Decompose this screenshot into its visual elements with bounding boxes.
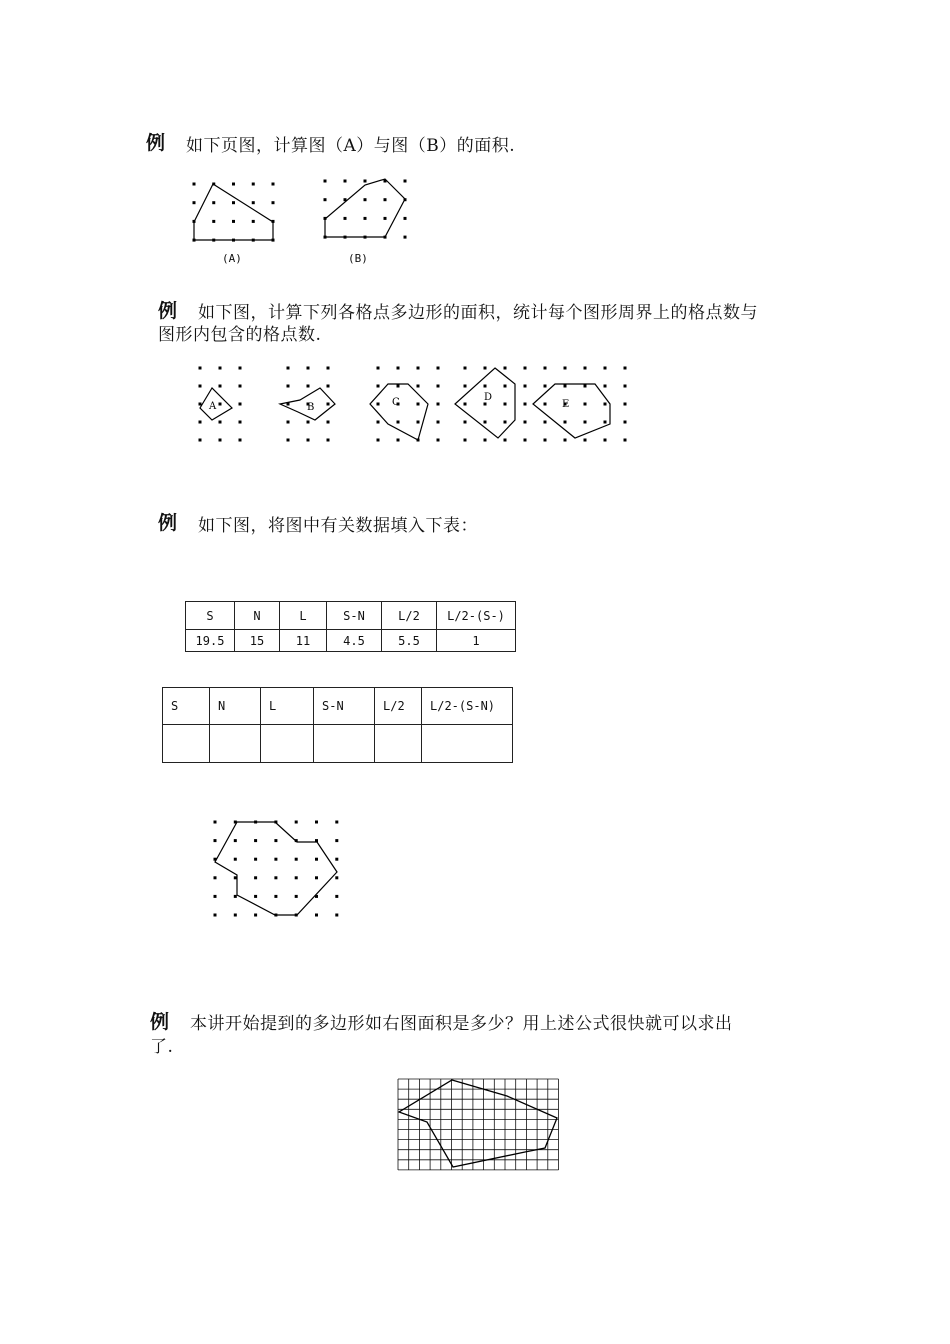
lattice-dot <box>315 821 318 824</box>
lattice-dot <box>484 385 487 388</box>
t2-cell[interactable] <box>314 725 375 763</box>
example-label-2: 例 <box>158 300 178 322</box>
lattice-dot <box>287 367 290 370</box>
data-table-2 <box>162 687 513 763</box>
example-label-1: 例 <box>146 132 166 154</box>
lattice-dot <box>464 385 467 388</box>
t2-cell[interactable] <box>210 725 261 763</box>
lattice-dot <box>544 403 547 406</box>
lattice-dot <box>484 439 487 442</box>
lattice-dot <box>384 217 387 220</box>
lattice-dot <box>324 198 327 201</box>
lattice-dot <box>464 421 467 424</box>
lattice-dot <box>274 895 277 898</box>
lattice-dot <box>327 385 330 388</box>
lattice-dot <box>417 367 420 370</box>
lattice-dot <box>287 421 290 424</box>
lattice-dot <box>254 914 257 917</box>
lattice-dot <box>219 367 222 370</box>
lattice-dot <box>437 385 440 388</box>
lattice-dot <box>214 839 217 842</box>
shape-label-d: D <box>484 392 493 403</box>
lattice-dot <box>252 201 255 204</box>
lattice-dot <box>364 180 367 183</box>
example-text-2a: 如下图，计算下列各格点多边形的面积，统计每个图形周界上的格点数与 <box>198 303 758 323</box>
lattice-dot <box>307 367 310 370</box>
shape-label-a: A <box>209 401 217 412</box>
lattice-dot <box>464 403 467 406</box>
lattice-dot <box>335 876 338 879</box>
figure-lattice-row <box>190 360 650 455</box>
example-text-4a: 本讲开始提到的多边形如右图面积是多少？用上述公式很快就可以求出 <box>190 1014 733 1034</box>
lattice-dot <box>484 367 487 370</box>
lattice-dot <box>199 421 202 424</box>
lattice-dot <box>199 403 202 406</box>
data-table-1 <box>185 601 516 652</box>
lattice-dot <box>604 403 607 406</box>
lattice-dot <box>254 839 257 842</box>
t1-header: S-N <box>327 602 382 630</box>
lattice-dot <box>344 180 347 183</box>
lattice-dot <box>604 439 607 442</box>
t2-cell[interactable] <box>163 725 210 763</box>
example-text-3: 如下图，将图中有关数据填入下表： <box>198 516 478 536</box>
lattice-dot <box>219 403 222 406</box>
lattice-dot <box>364 217 367 220</box>
lattice-dot <box>274 839 277 842</box>
lattice-dot <box>544 367 547 370</box>
t2-header: L/2 <box>375 688 422 725</box>
t1-cell: 1 <box>437 630 516 652</box>
lattice-dot <box>464 439 467 442</box>
lattice-dot <box>315 914 318 917</box>
t1-cell: 4.5 <box>327 630 382 652</box>
t1-cell: 15 <box>235 630 280 652</box>
lattice-dot <box>384 198 387 201</box>
lattice-dot <box>234 858 237 861</box>
lattice-dot <box>199 385 202 388</box>
lattice-dot <box>335 895 338 898</box>
lattice-dot <box>584 367 587 370</box>
lattice-dot <box>232 183 235 186</box>
lattice-dot <box>584 439 587 442</box>
t1-header: L/2-(S-) <box>437 602 516 630</box>
example-text-1: 如下页图，计算图（A）与图（B）的面积. <box>186 136 516 156</box>
lattice-dot <box>524 367 527 370</box>
lattice-dot <box>212 201 215 204</box>
example-label-4: 例 <box>150 1011 170 1033</box>
t2-header: S-N <box>314 688 375 725</box>
t1-cell: 5.5 <box>382 630 437 652</box>
example-text-4b: 了. <box>150 1037 174 1057</box>
lattice-dot <box>564 421 567 424</box>
t2-header: L/2-(S-N) <box>422 688 513 725</box>
caption-b: (B) <box>348 252 368 265</box>
lattice-dot <box>417 403 420 406</box>
lattice-dot <box>377 385 380 388</box>
lattice-dot <box>397 439 400 442</box>
lattice-dot <box>404 217 407 220</box>
lattice-dot <box>295 821 298 824</box>
lattice-dot <box>377 403 380 406</box>
figure-grid-polygon <box>397 1078 562 1173</box>
lattice-dot <box>437 403 440 406</box>
lattice-dot <box>239 385 242 388</box>
lattice-dot <box>417 421 420 424</box>
lattice-dot <box>327 403 330 406</box>
lattice-dot <box>315 858 318 861</box>
lattice-dot <box>437 421 440 424</box>
t1-cell: 11 <box>280 630 327 652</box>
lattice-dot <box>504 367 507 370</box>
t2-cell[interactable] <box>261 725 314 763</box>
lattice-dot <box>315 876 318 879</box>
lattice-dot <box>377 439 380 442</box>
lattice-dot <box>604 385 607 388</box>
lattice-dot <box>504 439 507 442</box>
lattice-dot <box>524 385 527 388</box>
lattice-dot <box>437 439 440 442</box>
lattice-dot <box>604 421 607 424</box>
lattice-dot <box>564 439 567 442</box>
lattice-dot <box>624 403 627 406</box>
lattice-dot <box>417 385 420 388</box>
shape-label-b: B <box>307 402 315 413</box>
lattice-dot <box>239 421 242 424</box>
t1-cell: 19.5 <box>186 630 235 652</box>
lattice-dot <box>524 403 527 406</box>
lattice-dot <box>564 367 567 370</box>
t1-header: L <box>280 602 327 630</box>
lattice-dot <box>214 821 217 824</box>
lattice-dot <box>584 421 587 424</box>
lattice-dot <box>295 895 298 898</box>
lattice-dot <box>307 439 310 442</box>
lattice-dot <box>234 876 237 879</box>
lattice-dot <box>504 385 507 388</box>
t1-header: L/2 <box>382 602 437 630</box>
lattice-dot <box>214 914 217 917</box>
example-text-2b: 图形内包含的格点数. <box>158 325 322 345</box>
lattice-dot <box>287 439 290 442</box>
t2-cell[interactable] <box>375 725 422 763</box>
lattice-dot <box>199 367 202 370</box>
lattice-dot <box>397 367 400 370</box>
lattice-dot <box>274 858 277 861</box>
lattice-dot <box>397 421 400 424</box>
lattice-dot <box>254 876 257 879</box>
lattice-dot <box>437 367 440 370</box>
lattice-dot <box>234 839 237 842</box>
lattice-dot <box>295 876 298 879</box>
lattice-dot <box>239 439 242 442</box>
t2-cell[interactable] <box>422 725 513 763</box>
lattice-dot <box>212 220 215 223</box>
lattice-dot <box>307 421 310 424</box>
lattice-dot <box>464 367 467 370</box>
caption-a: (A) <box>222 252 242 265</box>
figure-b <box>315 175 415 250</box>
lattice-dot <box>327 367 330 370</box>
lattice-dot <box>584 385 587 388</box>
lattice-dot <box>232 220 235 223</box>
lattice-dot <box>377 421 380 424</box>
figure-lattice-polygon <box>210 815 345 925</box>
lattice-dot <box>239 367 242 370</box>
lattice-dot <box>504 403 507 406</box>
t2-header: N <box>210 688 261 725</box>
lattice-dot <box>544 439 547 442</box>
lattice-dot <box>524 421 527 424</box>
lattice-dot <box>219 439 222 442</box>
lattice-dot <box>624 367 627 370</box>
lattice-dot <box>544 385 547 388</box>
lattice-dot <box>335 821 338 824</box>
lattice-dot <box>404 236 407 239</box>
lattice-dot <box>252 183 255 186</box>
lattice-dot <box>193 183 196 186</box>
lattice-dot <box>307 385 310 388</box>
lattice-dot <box>219 421 222 424</box>
lattice-dot <box>295 858 298 861</box>
t1-header: N <box>235 602 280 630</box>
lattice-dot <box>504 421 507 424</box>
lattice-dot <box>544 421 547 424</box>
lattice-dot <box>624 385 627 388</box>
figure-a <box>185 175 285 250</box>
lattice-dot <box>327 421 330 424</box>
lattice-dot <box>624 421 627 424</box>
example-label-3: 例 <box>158 512 178 534</box>
lattice-dot <box>335 914 338 917</box>
lattice-dot <box>397 385 400 388</box>
lattice-dot <box>287 385 290 388</box>
lattice-dot <box>272 183 275 186</box>
lattice-dot <box>234 895 237 898</box>
lattice-dot <box>484 421 487 424</box>
shape-label-c: C <box>392 397 400 408</box>
lattice-dot <box>604 367 607 370</box>
lattice-dot <box>239 403 242 406</box>
lattice-dot <box>232 201 235 204</box>
lattice-dot <box>193 201 196 204</box>
lattice-dot <box>335 858 338 861</box>
lattice-dot <box>252 220 255 223</box>
t2-header: S <box>163 688 210 725</box>
lattice-dot <box>335 839 338 842</box>
lattice-dot <box>234 914 237 917</box>
lattice-dot <box>524 439 527 442</box>
lattice-dot <box>199 439 202 442</box>
lattice-dot <box>564 385 567 388</box>
lattice-dot <box>404 180 407 183</box>
lattice-dot <box>219 385 222 388</box>
lattice-dot <box>584 403 587 406</box>
lattice-dot <box>344 217 347 220</box>
lattice-dot <box>214 876 217 879</box>
lattice-dot <box>327 439 330 442</box>
lattice-dot <box>272 201 275 204</box>
lattice-dot <box>364 198 367 201</box>
lattice-dot <box>377 367 380 370</box>
lattice-dot <box>254 895 257 898</box>
lattice-dot <box>214 895 217 898</box>
lattice-dot <box>624 439 627 442</box>
t1-header: S <box>186 602 235 630</box>
lattice-dot <box>324 180 327 183</box>
lattice-dot <box>274 876 277 879</box>
t2-header: L <box>261 688 314 725</box>
shape-label-e: E <box>562 399 570 410</box>
lattice-dot <box>254 858 257 861</box>
